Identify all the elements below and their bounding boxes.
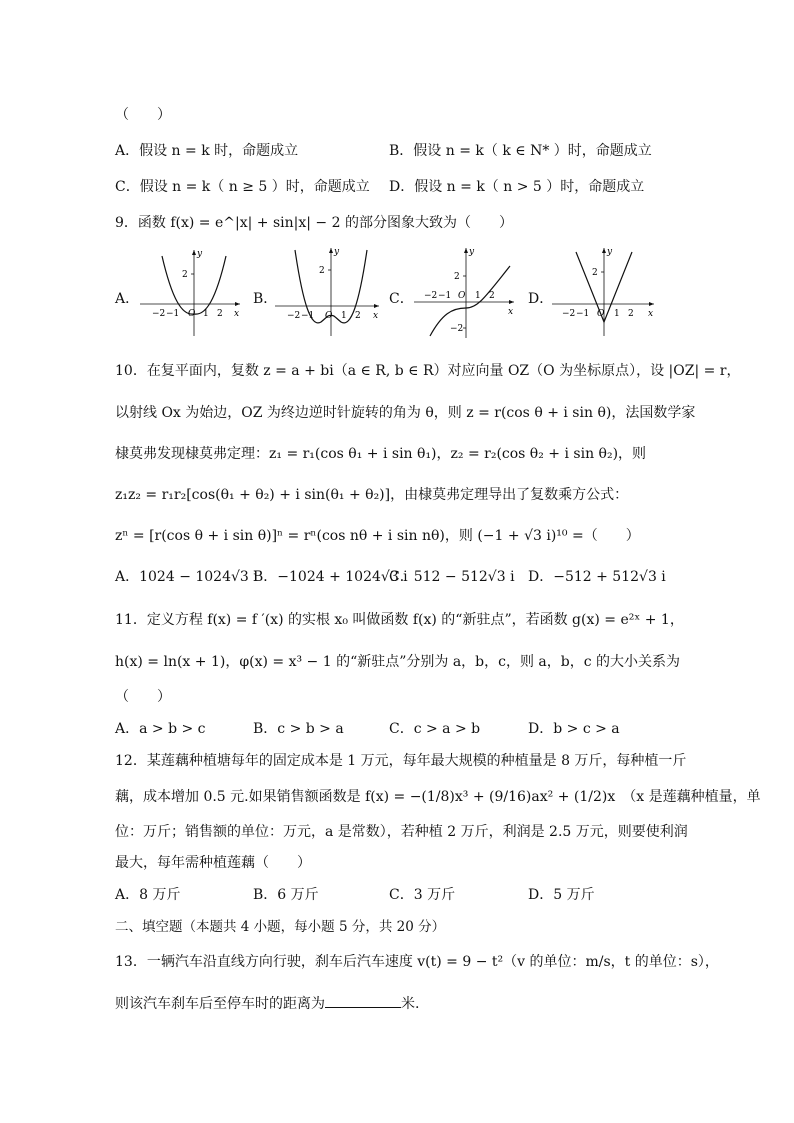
- q10-line-5: zⁿ = [r(cos θ + i sin θ)]ⁿ = rⁿ(cos nθ + i sin nθ)，则 (−1 + √3 i)¹⁰ =（ ）: [115, 528, 640, 544]
- q8-option-a[interactable]: A．假设 n = k 时，命题成立: [115, 143, 299, 159]
- q11-paren: （ ）: [115, 689, 171, 705]
- svg-text:2: 2: [592, 268, 598, 278]
- q11-option-a[interactable]: A．a > b > c: [115, 721, 206, 737]
- q12-line-1: 12．某莲藕种植塘每年的固定成本是 1 万元，每年最大规模的种植量是 8 万斤，每种植一斤: [115, 753, 687, 769]
- svg-text:O: O: [325, 311, 333, 321]
- q9-label-b[interactable]: B．: [253, 291, 278, 307]
- q8-paren: （ ）: [115, 107, 171, 123]
- q11-option-d[interactable]: D．b > c > a: [528, 721, 620, 737]
- q10-option-b[interactable]: B．−1024 + 1024√3 i: [253, 569, 408, 585]
- q12-option-c[interactable]: C．3 万斤: [389, 887, 456, 903]
- q9-graph-b: [273, 244, 383, 340]
- q11-line-2: h(x) = ln(x + 1)，φ(x) = x³ − 1 的“新驻点”分别为 a，b，c，则 a，b，c 的大小关系为: [115, 654, 681, 670]
- svg-text:y: y: [334, 247, 340, 257]
- svg-text:2: 2: [454, 272, 460, 282]
- svg-text:O: O: [597, 309, 605, 319]
- q9-graph-d: [550, 244, 658, 340]
- x-label: x: [234, 309, 240, 319]
- q13-line-2-text: 则该汽车刹车后至停车时的距离为: [115, 996, 325, 1012]
- q13-answer-blank[interactable]: [325, 995, 401, 1008]
- origin: O: [188, 309, 196, 319]
- q9-label-c[interactable]: C．: [389, 291, 414, 307]
- y-arrow: [192, 250, 196, 255]
- q13-line-2: [115, 993, 419, 1013]
- q12-option-b[interactable]: B．6 万斤: [253, 887, 319, 903]
- svg-text:−1: −1: [576, 309, 590, 319]
- q8-option-b[interactable]: B．假设 n = k（ k ∈ N* ）时，命题成立: [389, 143, 652, 159]
- svg-text:1: 1: [614, 309, 620, 319]
- svg-text:y: y: [469, 247, 475, 257]
- q12-option-d[interactable]: D．5 万斤: [528, 887, 595, 903]
- q10-line-3: 棣莫弗发现棣莫弗定理：z₁ = r₁(cos θ₁ + i sin θ₁)，z₂ = r₂(cos θ₂ + i sin θ₂)，则: [115, 446, 647, 462]
- q10-option-c[interactable]: C．512 − 512√3 i: [389, 569, 515, 585]
- svg-text:y: y: [607, 247, 613, 257]
- svg-text:x: x: [508, 307, 514, 317]
- svg-text:−2: −2: [424, 291, 438, 301]
- svg-text:2: 2: [319, 266, 325, 276]
- tick-neg1: −1: [166, 309, 180, 319]
- svg-text:x: x: [373, 311, 379, 321]
- svg-text:O: O: [458, 291, 466, 301]
- x-arrow: [235, 302, 240, 306]
- q10-option-a[interactable]: A．1024 − 1024√3 i: [115, 569, 258, 585]
- q12-line-2: 藕，成本增加 0.5 元.如果销售额函数是 f(x) = −(1/8)x³ + (9/16)ax² + (1/2)x （x 是莲藕种植量，单: [115, 789, 761, 805]
- q9-label-a[interactable]: A．: [115, 291, 140, 307]
- svg-text:x: x: [648, 309, 654, 319]
- svg-text:2: 2: [355, 311, 361, 321]
- tick-neg2: −2: [152, 309, 166, 319]
- svg-text:1: 1: [341, 311, 347, 321]
- tick-2x: 2: [217, 309, 223, 319]
- svg-text:−2: −2: [562, 309, 576, 319]
- q12-option-a[interactable]: A．8 万斤: [115, 887, 181, 903]
- q13-unit: 米.: [401, 996, 420, 1012]
- q13-line-1: 13．一辆汽车沿直线方向行驶，刹车后汽车速度 v(t) = 9 − t²（v 的单位：m/s，t 的单位：s），: [115, 954, 719, 970]
- tick-label-2: 2: [182, 270, 188, 280]
- tick-1: 1: [203, 309, 209, 319]
- q12-line-3: 位：万斤；销售额的单位：万元，a 是常数），若种植 2 万斤，利润是 2.5 万元，则要使利润: [115, 824, 688, 840]
- svg-text:2: 2: [489, 291, 495, 301]
- q10-line-2: 以射线 Ox 为始边，OZ 为终边逆时针旋转的角为 θ，则 z = r(cos θ + i sin θ)，法国数学家: [115, 405, 696, 421]
- svg-text:−1: −1: [301, 311, 315, 321]
- q9-graph-a: [138, 244, 244, 340]
- q8-option-d[interactable]: D．假设 n = k（ n > 5 ）时，命题成立: [389, 179, 645, 195]
- q9-stem: 9．函数 f(x) = e^|x| + sin|x| − 2 的部分图象大致为（ ）: [115, 215, 513, 231]
- q10-line-4: z₁z₂ = r₁r₂[cos(θ₁ + θ₂) + i sin(θ₁ + θ₂)]，由棣莫弗定理导出了复数乘方公式：: [115, 487, 629, 503]
- svg-text:−2: −2: [287, 311, 301, 321]
- curve: [430, 266, 510, 336]
- q11-option-b[interactable]: B．c > b > a: [253, 721, 344, 737]
- q9-label-d[interactable]: D．: [528, 291, 554, 307]
- q9-graph-c: [412, 244, 518, 340]
- svg-text:1: 1: [475, 291, 481, 301]
- section-heading-fill-in: 二、填空题（本题共 4 小题，每小题 5 分，共 20 分）: [115, 919, 446, 935]
- q12-line-4: 最大，每年需种植莲藕（ ）: [115, 855, 311, 871]
- q11-option-c[interactable]: C．c > a > b: [389, 721, 481, 737]
- q8-option-c[interactable]: C．假设 n = k（ n ≥ 5 ）时，命题成立: [115, 179, 370, 195]
- y-label: y: [197, 249, 203, 259]
- q10-line-1: 10．在复平面内，复数 z = a + bi（a ∈ R, b ∈ R）对应向量 OZ（O 为坐标原点），设 |OZ| = r，: [115, 363, 741, 379]
- svg-text:−2: −2: [450, 324, 464, 334]
- svg-text:2: 2: [628, 309, 634, 319]
- q10-option-d[interactable]: D．−512 + 512√3 i: [528, 569, 666, 585]
- svg-text:−1: −1: [438, 291, 452, 301]
- q11-line-1: 11．定义方程 f(x) = f ′(x) 的实根 x₀ 叫做函数 f(x) 的“新驻点”，若函数 g(x) = e²ˣ + 1，: [115, 612, 684, 628]
